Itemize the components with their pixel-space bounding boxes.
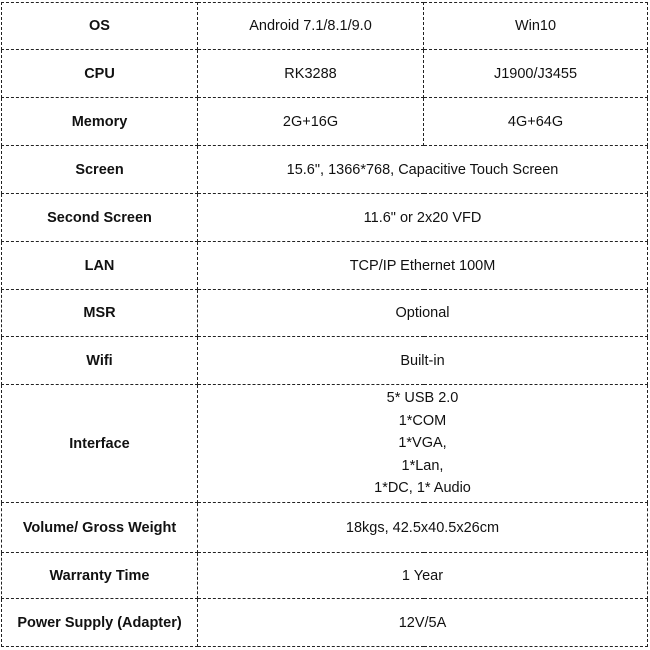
table-row	[2, 290, 648, 337]
row-label-second-screen: Second Screen	[2, 194, 198, 242]
table-row	[2, 503, 648, 553]
row-label-warranty: Warranty Time	[2, 553, 198, 599]
lan-value: TCP/IP Ethernet 100M	[198, 242, 648, 290]
table-row	[2, 553, 648, 599]
table-row	[2, 146, 648, 194]
memory-android-value: 2G+16G	[198, 98, 424, 146]
row-label-volume-weight: Volume/ Gross Weight	[2, 503, 198, 553]
warranty-value: 1 Year	[198, 553, 648, 599]
second-screen-value: 11.6" or 2x20 VFD	[198, 194, 648, 242]
interface-line-vga: 1*VGA,	[398, 435, 447, 452]
interface-line-lan: 1*Lan,	[401, 457, 444, 474]
os-android-value: Android 7.1/8.1/9.0	[198, 3, 424, 50]
row-label-power-supply: Power Supply (Adapter)	[2, 599, 198, 647]
row-label-cpu: CPU	[2, 50, 198, 98]
row-label-memory: Memory	[2, 98, 198, 146]
power-supply-value: 12V/5A	[198, 599, 648, 647]
table-row	[2, 194, 648, 242]
cpu-android-value: RK3288	[198, 50, 424, 98]
table-row	[2, 599, 648, 647]
table-row	[2, 50, 648, 98]
row-label-os: OS	[2, 3, 198, 50]
row-label-wifi: Wifi	[2, 337, 198, 385]
interface-line-com: 1*COM	[398, 412, 447, 429]
interface-value	[198, 385, 648, 503]
row-label-lan: LAN	[2, 242, 198, 290]
table-row	[2, 385, 648, 503]
table-row	[2, 242, 648, 290]
volume-weight-value: 18kgs, 42.5x40.5x26cm	[198, 503, 648, 553]
screen-value: 15.6", 1366*768, Capacitive Touch Screen	[198, 146, 648, 194]
table-row	[2, 98, 648, 146]
table-row	[2, 3, 648, 50]
msr-value: Optional	[198, 290, 648, 337]
table-row	[2, 337, 648, 385]
os-windows-value: Win10	[424, 3, 648, 50]
interface-line-dc-audio: 1*DC, 1* Audio	[374, 480, 471, 497]
cpu-windows-value: J1900/J3455	[424, 50, 648, 98]
interface-line-usb: 5* USB 2.0	[386, 390, 459, 407]
spec-table	[1, 2, 648, 647]
wifi-value: Built-in	[198, 337, 648, 385]
row-label-msr: MSR	[2, 290, 198, 337]
memory-windows-value: 4G+64G	[424, 98, 648, 146]
row-label-interface: Interface	[2, 385, 198, 503]
row-label-screen: Screen	[2, 146, 198, 194]
